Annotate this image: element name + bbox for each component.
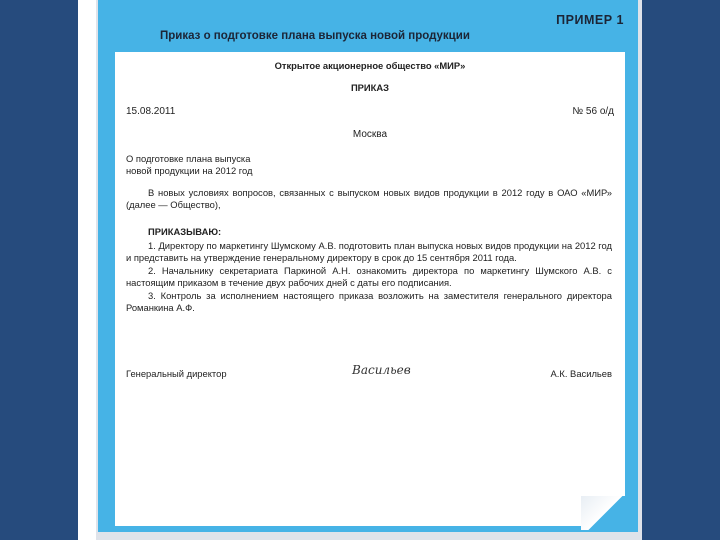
right-side-band bbox=[642, 0, 720, 540]
slide-title: Приказ о подготовке плана выпуска новой продукции bbox=[160, 30, 470, 42]
signer-position: Генеральный директор bbox=[126, 368, 227, 379]
page-curl bbox=[581, 496, 629, 530]
document-number: № 56 о/д bbox=[572, 106, 614, 117]
document-subject bbox=[126, 153, 326, 177]
document-preamble: В новых условиях вопросов, связанных с выпуском новых видов продукции в 2012 году в ОАО «МИР» (далее — Общество), bbox=[126, 187, 612, 210]
left-side-band bbox=[0, 0, 78, 540]
order-item: 1. Директору по маркетингу Шумскому А.В. подготовить план выпуска новых видов продукции на 2012 год и представить на утверждение генеральному директору в срок до 15 сентября 2011 года. bbox=[126, 240, 612, 263]
document-date: 15.08.2011 bbox=[126, 106, 176, 117]
signer-name: А.К. Васильев bbox=[550, 368, 612, 379]
order-items bbox=[126, 240, 612, 315]
order-item: 3. Контроль за исполнением настоящего приказа возложить на заместителя генерального директора Романкина А.Ф. bbox=[126, 290, 612, 313]
document-city: Москва bbox=[352, 129, 388, 140]
handwritten-signature: Васильев bbox=[352, 363, 411, 377]
order-item: 2. Начальнику секретариата Паркиной А.Н. ознакомить директора по маркетингу Шумского А.В. с настоящим приказом в течение двух рабочих дней с даты его подписания. bbox=[126, 265, 612, 288]
subject-line: новой продукции на 2012 год bbox=[126, 165, 253, 176]
organization-name: Открытое акционерное общество «МИР» bbox=[274, 60, 466, 71]
example-label: ПРИМЕР 1 bbox=[556, 13, 624, 27]
order-word: ПРИКАЗЫВАЮ: bbox=[148, 226, 222, 237]
subject-line: О подготовке плана выпуска bbox=[126, 153, 251, 164]
document-type: ПРИКАЗ bbox=[350, 82, 390, 93]
